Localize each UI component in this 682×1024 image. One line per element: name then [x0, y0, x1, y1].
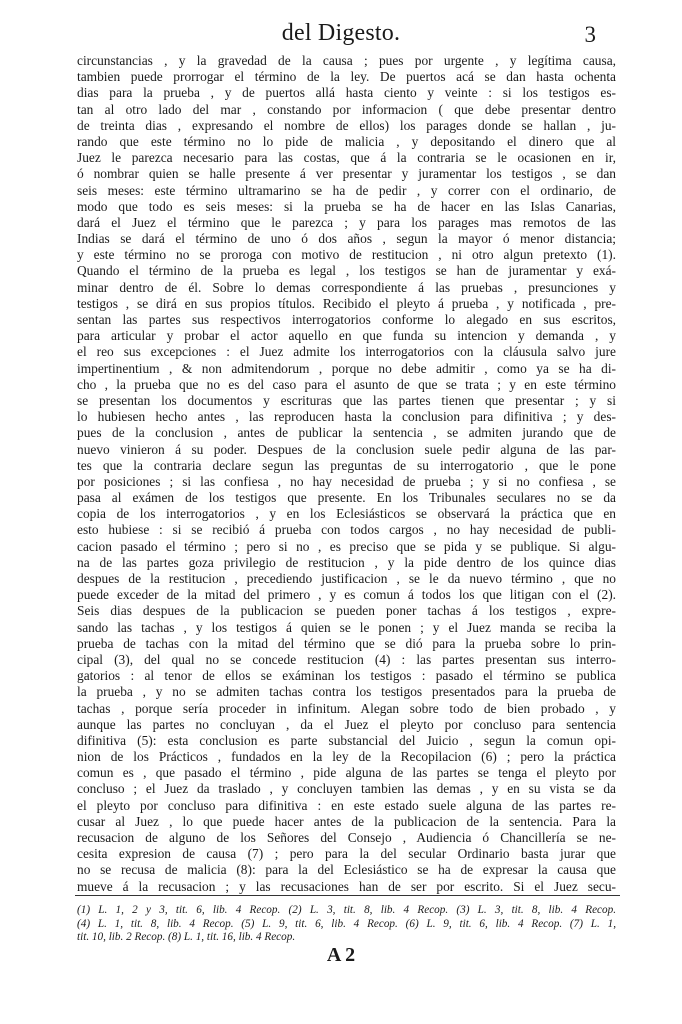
text-line: para articular y probar el actor aquello en que funda su intencion y demanda , y — [77, 328, 616, 344]
text-line: el reo sus excepciones : el Juez admite los interrogatorios con la cláusula salvo jure — [77, 344, 616, 360]
text-line: sentan las partes sus respectivos interrogatorios conforme lo alegado en sus escritos, — [77, 312, 616, 327]
text-line: lo hubiesen hecho antes , las reproducen hasta la conclusion para difinitiva ; y des- — [77, 409, 616, 425]
text-line: puede exceder de la mitad del primero , y es comun á todos los que litigan con el (2). — [77, 587, 616, 603]
text-line: prueba de tachas con la mitad del término que se dió para la prueba sobre lo prin- — [77, 635, 616, 651]
text-line: por posiciones ; si las confiesa , no hay necesidad de prueba ; y si no confiesa , se — [77, 473, 616, 489]
text-line: impertinentium , & non admitendorum , porque no debe admitir , como ya se ha di- — [77, 360, 616, 376]
footnote-line: tit. 10, lib. 2 Recop. (8) L. 1, tit. 16, lib. 4 Recop. — [77, 931, 296, 943]
text-line: la prueba , y no se admiten tachas contra los testigos presentados para la prueba de — [77, 684, 616, 700]
signature-mark: A 2 — [326, 944, 356, 966]
text-line: no se recusa de malicia (8): para la del Eclesiástico se ha de expresar la causa que — [77, 862, 616, 878]
text-line: el pleyto por concluso para difinitiva : en este estado suele alguna de las partes re- — [77, 797, 616, 813]
text-line: Indias se dará el término de uno ó dos años , segun la mayor ó menor distancia; — [77, 231, 616, 247]
footnote-line: (4) L. 1, tit. 8, lib. 4 Recop. (5) L. 9, tit. 6, lib. 4 Recop. (6) L. 9, tit. 6, lib. 4 Recop. (7) L. 1, — [77, 917, 616, 930]
running-head — [0, 20, 682, 56]
text-line: seis meses: este término ultramarino se ha de pedir , y correr con el ordinario, de — [77, 182, 616, 198]
body-text — [77, 53, 616, 895]
text-line: tambien puede prorrogar el término de la ley. De puertos acá se dan hasta ochenta — [77, 69, 616, 85]
text-line: Quando el término de la prueba es legal , los testigos se han de juramentar y exá- — [77, 263, 616, 279]
text-line: esto hubiese : si se recibió á prueba con todos cargos , no hay necesidad de publi- — [77, 522, 616, 538]
text-line: sando las tachas , y los testigos á quien se le ponen ; y el Juez manda se reciba la — [77, 619, 616, 635]
text-line: circunstancias , y la gravedad de la causa ; pues por urgente , y legítima causa, — [77, 53, 616, 68]
text-line: na de las partes goza privilegio de restitucion , y la pide dentro de los quince dias — [77, 554, 616, 570]
text-line: concluso ; el Juez da traslado , y concluyen tambien las demas , y en su vista se da — [77, 781, 616, 797]
text-line: modo que todo es seis meses: si la prueba se ha de hacer en las Islas Canarias, — [77, 198, 616, 214]
text-line: minar dentro de él. Sobre lo demas correspondiente á las pruebas , presunciones y — [77, 279, 616, 295]
text-line: mueve á la recusacion ; y las recusaciones han de ser por escrito. Si el Juez secu- — [77, 878, 616, 894]
text-line: gatorios : al tenor de ellos se exáminan los testigos : pasado el término se publica — [77, 668, 616, 684]
footnote-line: (1) L. 1, 2 y 3, tit. 6, lib. 4 Recop. (2) L. 3, tit. 8, lib. 4 Recop. (3) L. 3, tit. 8, lib. 4 Recop. — [77, 904, 616, 916]
text-line: pasa al exámen de los testigos que presente. En los Tribunales seculares no se da — [77, 490, 616, 506]
page-number: 3 — [584, 22, 596, 47]
text-line: cho , la prueba que no es del caso para el asunto de que se trata ; y en este término — [77, 376, 616, 392]
text-line: nuevo vinieron á su poder. Despues de la conclusion suele pedir alguna de las par- — [77, 441, 616, 457]
text-line: testigos , se dirá en sus propios títulos. Recibido el pleyto á prueba , y notificada , pre- — [77, 295, 616, 311]
text-line: dias para la prueba , y de puertos allá hasta ciento y veinte : si los testigos es- — [77, 85, 616, 101]
text-line: Juez le parezca necesario para las costas, que á la contraria se le ocasionen en ir, — [77, 150, 616, 166]
text-line: dará el Juez el término que le parezca ; y para los parages mas remotos de las — [77, 214, 616, 230]
text-line: aunque las partes no concluyan , da el Juez el pleyto por concluso para sentencia — [77, 716, 616, 732]
text-line: cacion pasado el término ; pero si no , es preciso que se pida y se publique. Si algu- — [77, 538, 616, 554]
text-line: cusar al Juez , lo que puede hacer antes de la publicacion de la sentencia. Para la — [77, 813, 616, 829]
text-line: cipal (3), del qual no se concede restitucion (4) : las partes presentan sus interro- — [77, 651, 616, 667]
running-title: del Digesto. — [281, 20, 401, 46]
text-line: copia de los interrogatorios , y en los Eclesiásticos se observará la práctica que en — [77, 506, 616, 522]
text-line: de treinta dias , expresando el nombre de ellos) los parages donde se hallan , ju- — [77, 117, 616, 133]
text-line: tan al otro lado del mar , constando por informacion ( que debe presentar dentro — [77, 101, 616, 117]
text-line: comun es , que pasado el término , pide alguna de las partes se tenga el pleyto por — [77, 765, 616, 781]
text-line: se presentan los documentos y escrituras que las partes tienen que presentar ; y si — [77, 392, 616, 408]
text-line: Seis dias despues de la publicacion se pueden poner tachas á los testigos , expre- — [77, 603, 616, 619]
text-line: y este término no se proroga con motivo de restitucion , ni otro algun pretexto (1). — [77, 247, 616, 263]
text-line: recusacion de alguno de los Señores del Consejo , Audiencia ó Chancillería se ne- — [77, 830, 616, 845]
footnote-rule — [75, 895, 620, 896]
footnotes — [77, 904, 616, 945]
text-line: nion de los Prácticos , fundados en la ley de la Recopilacion (6) ; pero la práctica — [77, 749, 616, 765]
text-line: tachas , porque sería proceder in infinitum. Alegan sobre todo de bien probado , y — [77, 700, 616, 716]
text-line: cesita expresion de causa (7) ; pero para la del secular Ordinario basta jurar que — [77, 846, 616, 862]
text-line: ó nombrar quien se halle presente á ver presentar y juramentar los testigos , se dan — [77, 166, 616, 182]
text-line: rando que este término no lo pide de malicia , y depositando el dinero que al — [77, 133, 616, 149]
text-line: difinitiva (5): esta conclusion es parte substancial del Juicio , segun la comun opi- — [77, 732, 616, 748]
text-line: despues de la restitucion , precediendo justificacion , se le da nuevo término , que no — [77, 571, 616, 586]
text-line: tes que la contraria declare segun las preguntas de su interrogatorio , que le pone — [77, 457, 616, 473]
text-line: pues de la conclusion , antes de publicar la sentencia , se admiten jurando que de — [77, 425, 616, 441]
